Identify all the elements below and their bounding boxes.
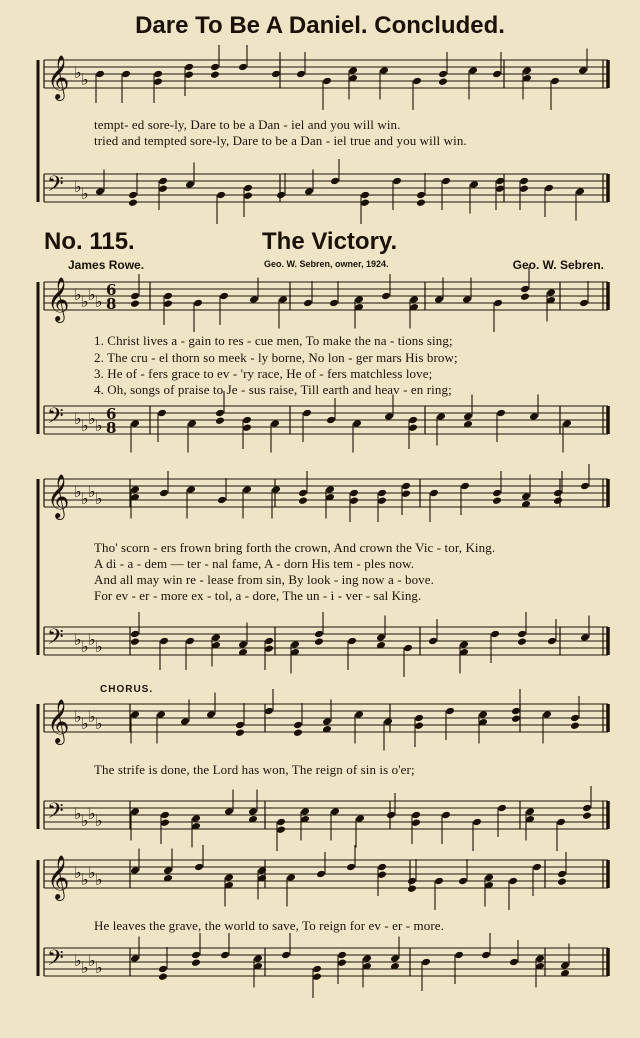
note-head (492, 496, 502, 505)
treble-clef: 𝄞 (47, 277, 70, 321)
flat-sign: ♭ (95, 714, 103, 733)
hymn-number: No. 115. (44, 228, 135, 255)
time-signature-bottom: 8 (106, 295, 117, 313)
flat-sign: ♭ (88, 707, 96, 726)
note-head (407, 884, 417, 893)
note-head (557, 877, 567, 886)
bass-clef: 𝄢 (47, 625, 64, 655)
note-head (582, 811, 592, 820)
verse-line-5: Tho' scorn - ers frown bring forth the crown, And crown the Vic - tor, King. (94, 540, 496, 555)
flat-sign: ♭ (74, 951, 82, 970)
flat-sign: ♭ (74, 707, 82, 726)
flat-sign: ♭ (95, 958, 103, 977)
lyricist-credit: James Rowe. (68, 258, 145, 272)
bass-clef: 𝄢 (47, 172, 64, 202)
time-signature-top: 6 (106, 281, 117, 299)
flat-sign: ♭ (74, 409, 82, 428)
clefs-and-signatures (47, 55, 116, 977)
flat-sign: ♭ (88, 630, 96, 649)
bass-clef: 𝄢 (47, 946, 64, 976)
time-signature-bottom: 8 (106, 419, 117, 437)
flat-sign: ♭ (74, 482, 82, 501)
treble-clef: 𝄞 (47, 855, 70, 899)
note-head (191, 958, 201, 967)
note-head (130, 637, 140, 646)
note-head (130, 299, 140, 308)
flat-sign: ♭ (81, 184, 89, 203)
flat-sign: ♭ (74, 63, 82, 82)
daniel-lyric-line-2: tried and tempted sore-ly, Dare to be a Dan - iel true and you will win. (94, 133, 467, 148)
note-head (438, 77, 448, 86)
note-head (210, 70, 220, 79)
verse-line-3: 3. He of - fers grace to ev - 'ry race, He of - fers matchless love; (94, 366, 433, 381)
flat-sign: ♭ (81, 811, 89, 830)
bass-clef: 𝄢 (47, 799, 64, 829)
bass-clef: 𝄢 (47, 404, 64, 434)
staff-lines (38, 60, 608, 976)
treble-clef: 𝄞 (47, 699, 70, 743)
flat-sign: ♭ (88, 409, 96, 428)
flat-sign: ♭ (95, 637, 103, 656)
flat-sign: ♭ (81, 637, 89, 656)
composer-credit: Geo. W. Sebren. (512, 258, 604, 272)
chorus-line-1: The strife is done, the Lord has won, The reign of sin is o'er; (94, 762, 415, 777)
flat-sign: ♭ (88, 804, 96, 823)
note-head (235, 728, 245, 737)
note-head (314, 637, 324, 646)
flat-sign: ♭ (88, 285, 96, 304)
flat-sign: ♭ (81, 489, 89, 508)
flat-sign: ♭ (81, 416, 89, 435)
verse-line-6: A di - a - dem — ter - nal fame, A - dorn His tem - ples now. (94, 556, 415, 571)
flat-sign: ♭ (74, 285, 82, 304)
note-head (570, 721, 580, 730)
flat-sign: ♭ (95, 870, 103, 889)
flat-sign: ♭ (88, 863, 96, 882)
flat-sign: ♭ (95, 292, 103, 311)
daniel-lyric-line-1: tempt- ed sore-ly, Dare to be a Dan - iel and you will win. (94, 117, 401, 132)
note-head (553, 496, 563, 505)
note-head (298, 496, 308, 505)
verse-line-7: And all may win re - lease from sin, By look - ing now a - bove. (94, 572, 434, 587)
note-head (517, 637, 527, 646)
flat-sign: ♭ (81, 292, 89, 311)
page-title: Dare To Be A Daniel. Concluded. (135, 12, 505, 39)
flat-sign: ♭ (88, 951, 96, 970)
hymn-title: The Victory. (262, 228, 398, 255)
flat-sign: ♭ (74, 863, 82, 882)
flat-sign: ♭ (95, 811, 103, 830)
note-head (158, 972, 168, 981)
note-head (293, 728, 303, 737)
flat-sign: ♭ (95, 489, 103, 508)
note-head (128, 198, 138, 207)
flat-sign: ♭ (81, 958, 89, 977)
chorus-label: CHORUS. (100, 684, 154, 695)
verse-line-8: For ev - er - more ex - tol, a - dore, The un - i - ver - sal King. (94, 588, 422, 603)
flat-sign: ♭ (95, 416, 103, 435)
flat-sign: ♭ (81, 870, 89, 889)
flat-sign: ♭ (74, 630, 82, 649)
chorus-line-2: He leaves the grave, the world to save, To reign for ev - er - more. (94, 918, 445, 933)
note-head (520, 292, 530, 301)
flat-sign: ♭ (88, 482, 96, 501)
verse-line-1: 1. Christ lives a - gain to res - cue men, To make the na - tions sing; (94, 333, 453, 348)
note-head (416, 198, 426, 207)
flat-sign: ♭ (74, 804, 82, 823)
note-head (215, 416, 225, 425)
owner-credit: Geo. W. Sebren, owner, 1924. (264, 259, 389, 269)
flat-sign: ♭ (81, 70, 89, 89)
verse-line-2: 2. The cru - el thorn so meek - ly borne, No lon - ger mars His brow; (94, 350, 458, 365)
time-signature-top: 6 (106, 405, 117, 423)
flat-sign: ♭ (81, 714, 89, 733)
treble-clef: 𝄞 (47, 474, 70, 518)
verse-line-4: 4. Oh, songs of praise to Je - sus raise, Till earth and heav - en ring; (94, 382, 452, 397)
treble-clef: 𝄞 (47, 55, 70, 99)
flat-sign: ♭ (74, 177, 82, 196)
